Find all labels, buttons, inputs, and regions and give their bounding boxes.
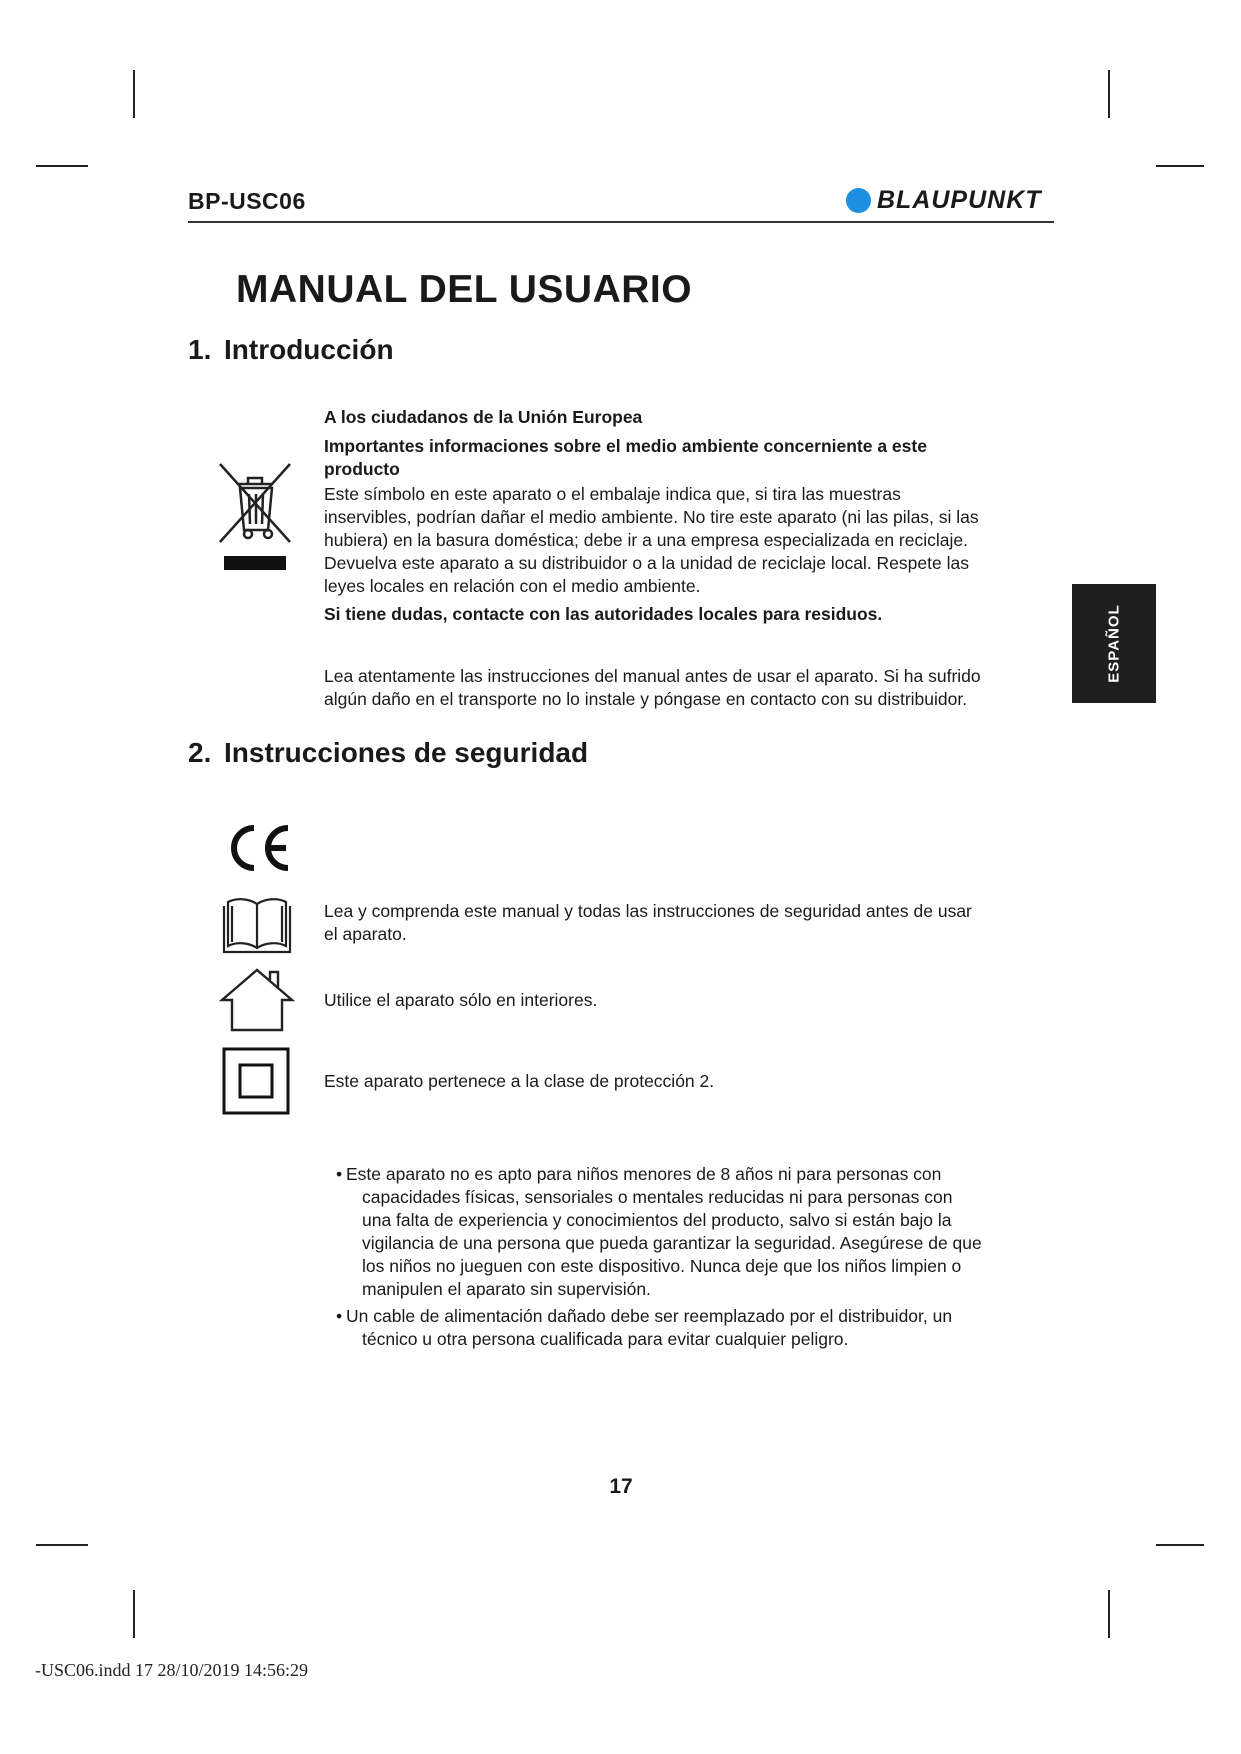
bullet-line: vigilancia de una persona que pueda garantizar la seguridad. Asegúrese de que bbox=[362, 1233, 982, 1253]
manual-book-icon bbox=[220, 896, 294, 956]
page-number: 17 bbox=[609, 1475, 633, 1498]
ce-mark-icon bbox=[224, 822, 292, 874]
brand-name: BLAUPUNKT bbox=[877, 186, 1042, 214]
section-1-number: 1. bbox=[188, 334, 212, 365]
environment-body-line: inservibles, podrían dañar el medio ambiente. No tire este aparato (ni las pilas, si las bbox=[324, 507, 979, 527]
read-note-line: Lea atentamente las instrucciones del manual antes de usar el aparato. Si ha sufrido bbox=[324, 666, 981, 686]
language-tab bbox=[1072, 584, 1156, 703]
bullet-line: los niños no jueguen con este dispositivo. Nunca deje que los niños limpien o bbox=[362, 1256, 962, 1276]
bullet-line: capacidades físicas, sensoriales o mentales reducidas ni para personas con bbox=[362, 1187, 953, 1207]
crop-mark-top-right-vertical bbox=[1108, 70, 1110, 118]
bullet-line: Este aparato no es apto para niños menores de 8 años ni para personas con bbox=[346, 1164, 942, 1184]
bullet-dot: • bbox=[336, 1306, 343, 1326]
manual-symbol-text bbox=[324, 900, 1044, 946]
double-square-icon bbox=[222, 1047, 290, 1115]
section-1-title: Introducción bbox=[224, 334, 394, 365]
environment-body bbox=[324, 483, 1044, 598]
indoor-use-text: Utilice el aparato sólo en interiores. bbox=[324, 990, 598, 1010]
crop-mark-bottom-left-horizontal bbox=[36, 1544, 88, 1546]
bullet-line: Un cable de alimentación dañado debe ser reemplazado por el distribuidor, un bbox=[346, 1306, 953, 1326]
header-rule bbox=[188, 221, 1054, 223]
environment-body-line: hubiera) en la basura doméstica; debe ir a una empresa especializada en reciclaje. bbox=[324, 530, 968, 550]
section-2-heading bbox=[188, 737, 588, 769]
brand-dot-icon bbox=[846, 188, 871, 213]
crop-mark-top-left-vertical bbox=[133, 70, 135, 118]
print-slug-footer: -USC06.indd 17 28/10/2019 14:56:29 bbox=[35, 1660, 309, 1680]
environment-body-line: Devuelva este aparato a su distribuidor o a la unidad de reciclaje local. Respete las bbox=[324, 553, 969, 573]
header-model: BP-USC06 bbox=[188, 188, 306, 214]
safety-bullet-item bbox=[336, 1163, 1016, 1301]
bullet-line: técnico u otra persona cualificada para evitar cualquier peligro. bbox=[362, 1329, 849, 1349]
house-icon bbox=[218, 966, 296, 1034]
read-note-line: algún daño en el transporte no lo instale y póngase en contacto con su distribuidor. bbox=[324, 689, 968, 709]
language-tab-label: ESPAÑOL bbox=[1105, 604, 1123, 683]
eu-citizens-heading: A los ciudadanos de la Unión Europea bbox=[324, 407, 643, 427]
section-2-number: 2. bbox=[188, 737, 212, 768]
protection-class-text: Este aparato pertenece a la clase de protección 2. bbox=[324, 1071, 715, 1091]
safety-bullet-list bbox=[336, 1163, 1016, 1355]
crossed-out-bin-icon bbox=[218, 462, 292, 572]
section-1-heading bbox=[188, 334, 394, 366]
bullet-line: manipulen el aparato sin supervisión. bbox=[362, 1279, 651, 1299]
manual-symbol-text-line: Lea y comprenda este manual y todas las instrucciones de seguridad antes de usar bbox=[324, 901, 972, 921]
safety-bullet-item bbox=[336, 1305, 1016, 1351]
section-2-title: Instrucciones de seguridad bbox=[224, 737, 589, 768]
crop-mark-bottom-left-vertical bbox=[133, 1590, 135, 1638]
contact-note: Si tiene dudas, contacte con las autoridades locales para residuos. bbox=[324, 604, 883, 624]
crop-mark-top-right-horizontal bbox=[1156, 165, 1204, 167]
bullet-line: una falta de experiencia y conocimientos del producto, salvo si están bajo la bbox=[362, 1210, 952, 1230]
manual-symbol-text-line: el aparato. bbox=[324, 924, 407, 944]
bullet-dot: • bbox=[336, 1164, 343, 1184]
crop-mark-bottom-right-vertical bbox=[1108, 1590, 1110, 1638]
page-title: MANUAL DEL USUARIO bbox=[236, 268, 693, 311]
crop-mark-top-left-horizontal bbox=[36, 165, 88, 167]
read-instructions-note bbox=[324, 665, 1044, 711]
brand-logo bbox=[846, 186, 1042, 215]
environment-heading: Importantes informaciones sobre el medio ambiente concerniente a este producto bbox=[324, 436, 927, 479]
crop-mark-bottom-right-horizontal bbox=[1156, 1544, 1204, 1546]
environment-body-line: Este símbolo en este aparato o el embalaje indica que, si tira las muestras bbox=[324, 484, 901, 504]
environment-body-line: leyes locales en relación con el medio ambiente. bbox=[324, 576, 701, 596]
